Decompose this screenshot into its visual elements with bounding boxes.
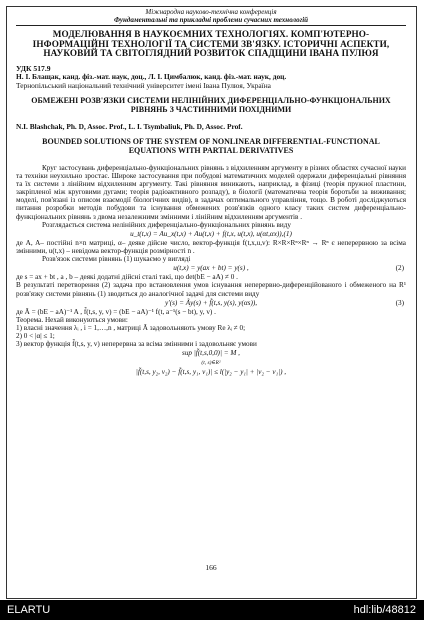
conference-subtitle: Фундаментальні та прикладні проблеми сучасних технологій (113, 16, 309, 24)
equation-3-body: y′(s) = Ãy(s) + f̃(t,s, y(s), y(αs)), (164, 298, 258, 307)
equation-4-subscript: (t, s)∈R² (201, 359, 221, 366)
document-page (16, 8, 406, 600)
equation-4-body: sup |f̃(t,s,0,0)| = M , (182, 348, 240, 357)
condition-2: 2) 0 < |α| ≤ 1; (16, 332, 55, 341)
paragraph-constants: де s = ax + bt , a , b – деякі додатні дійсні сталі такі, що det(bE − aA) ≠ 0 . (16, 273, 238, 282)
paragraph-definitions: де A, A– постійні n×n матриці, α– деяке дійсне число, вектор-функція f(t,x,u,v): R×R×Rⁿ×Rⁿ → Rⁿ є неперервною за всіма змінними, u(t,x) – невідома вектор-функція розмірності n . (16, 238, 406, 255)
repository-footer (0, 600, 424, 620)
equation-2-body: u(t,x) = y(ax + bt) = y(s) , (173, 264, 249, 273)
paragraph-transform: В результаті перетворення (2) задача про встановлення умов існування неперервно-диференційованого і обмеженого на R¹ розв'язку системи рівнянь (1) зводиться до аналогічної задачі для системи виду (16, 281, 406, 298)
equation-3 (16, 298, 406, 308)
paragraph-system: Розглядається система нелінійних диференціально-функціональних рівнянь виду (42, 220, 292, 229)
footer-repository-name[interactable]: ELARTU (7, 604, 51, 616)
authors-en: N.I. Blashchak, Ph. D, Assoc. Prof., L. I. Tsymbaliuk, Ph. D, Assoc. Prof. (16, 121, 243, 131)
equation-2-number: (2) (395, 264, 404, 273)
paper-title-en: BOUNDED SOLUTIONS OF THE SYSTEM OF NONLINEAR DIFFERENTIAL-FUNCTIONAL EQUATIONS WITH PARTIAL DERIVATIVES (42, 136, 380, 155)
footer-handle[interactable]: hdl:lib/48812 (353, 604, 416, 616)
conference-header: Міжнародна науково-технічна конференція (145, 8, 277, 16)
affiliation: Тернопільський національний технічний університет імені Івана Пулюя, Україна (16, 80, 271, 90)
condition-3: 3) вектор функція f̃(t,s, y, v) неперервна за всіма змінними і задовольняє умови (16, 340, 257, 349)
header-rule (16, 25, 406, 26)
udk-code: УДК 517.9 (16, 63, 51, 73)
section-title: МОДЕЛЮВАННЯ В НАУКОЄМНИХ ТЕХНОЛОГІЯХ. КОМП'ЮТЕРНО-ІНФОРМАЦІЙНІ ТЕХНОЛОГІЇ ТА СИСТЕМИ ЗВ'ЯЗКУ. ІСТОРИЧНІ АСПЕКТИ, НАУКОВИЙ ТА СВІТОГЛЯДНИЙ РОЗВИТОК СПАДЩИНИ ІВАНА ПУЛЮЯ (32, 29, 390, 59)
theorem-statement: Теорема. Нехай виконуються умови: (16, 315, 128, 324)
paragraph-intro: Круг застосувань диференціально-функціональних рівнянь з відхиленням аргументу в різних областях сучасної науки та техніки неухильно зростає. Широке застосування при побудові математичних моделей одержали диференціальні рівняння та їх системи з лінійним відхиленням аргументу. Такі рівняння виникають, наприклад, в фізиці (теорія пружної пластини, закріпленої між круговими дугами; теорія радіоактивного розпаду), в біології (математична теорія боротьби за виживання; моделі, пов'язані із описом взаємодії біологічних видів), в задачах оптимального управління, тощо. В роботі досліджуються питання розробки методів побудови та існування обмежених розв'язків одного класу таких систем диференціально-функціональних рівнянь з двома незалежними змінними і лінійним відхиленням аргументів . (16, 163, 406, 221)
condition-1: 1) власні значення λᵢ , i = 1,…,n , матриці Ã задовольняють умову Re λᵢ ≠ 0; (16, 324, 246, 333)
paragraph-solution-form: Розв'язок системи рівнянь (1) шукаємо у вигляді (42, 255, 191, 264)
equation-5: |f̃(t,s, y₂, v₂) − f̃(t,s, y₁, v₁)| ≤ l(|y₂ − y₁| + |v₂ − v₁|) , (135, 367, 287, 376)
authors-ua: Н. І. Блащак, канд. фіз.-мат. наук, доц., Л. І. Цимбалюк, канд. фіз.-мат. наук, доц. (16, 72, 287, 82)
equation-3-number: (3) (395, 298, 404, 307)
equation-2 (16, 263, 406, 273)
equation-1: u_t(t,x) = Au_x(t,x) + Au(t,x) + f(t,x, u(t,x), u(αt,αx)),(1) (130, 229, 292, 238)
paragraph-definitions-2: де Ã = (bE − aA)⁻¹ A , f̃(t,s, y, v) = (bE − aA)⁻¹ f(t, a⁻¹(s − bt), y, v) . (16, 307, 216, 316)
paper-title-ua: ОБМЕЖЕНІ РОЗВ'ЯЗКИ СИСТЕМИ НЕЛІНІЙНИХ ДИФЕРЕНЦІАЛЬНО-ФУНКЦІОНАЛЬНИХ РІВНЯНЬ З ЧАСТИННИМИ ПОХІДНИМИ (31, 96, 391, 115)
equation-4 (16, 349, 406, 368)
page-number: 166 (205, 563, 217, 572)
